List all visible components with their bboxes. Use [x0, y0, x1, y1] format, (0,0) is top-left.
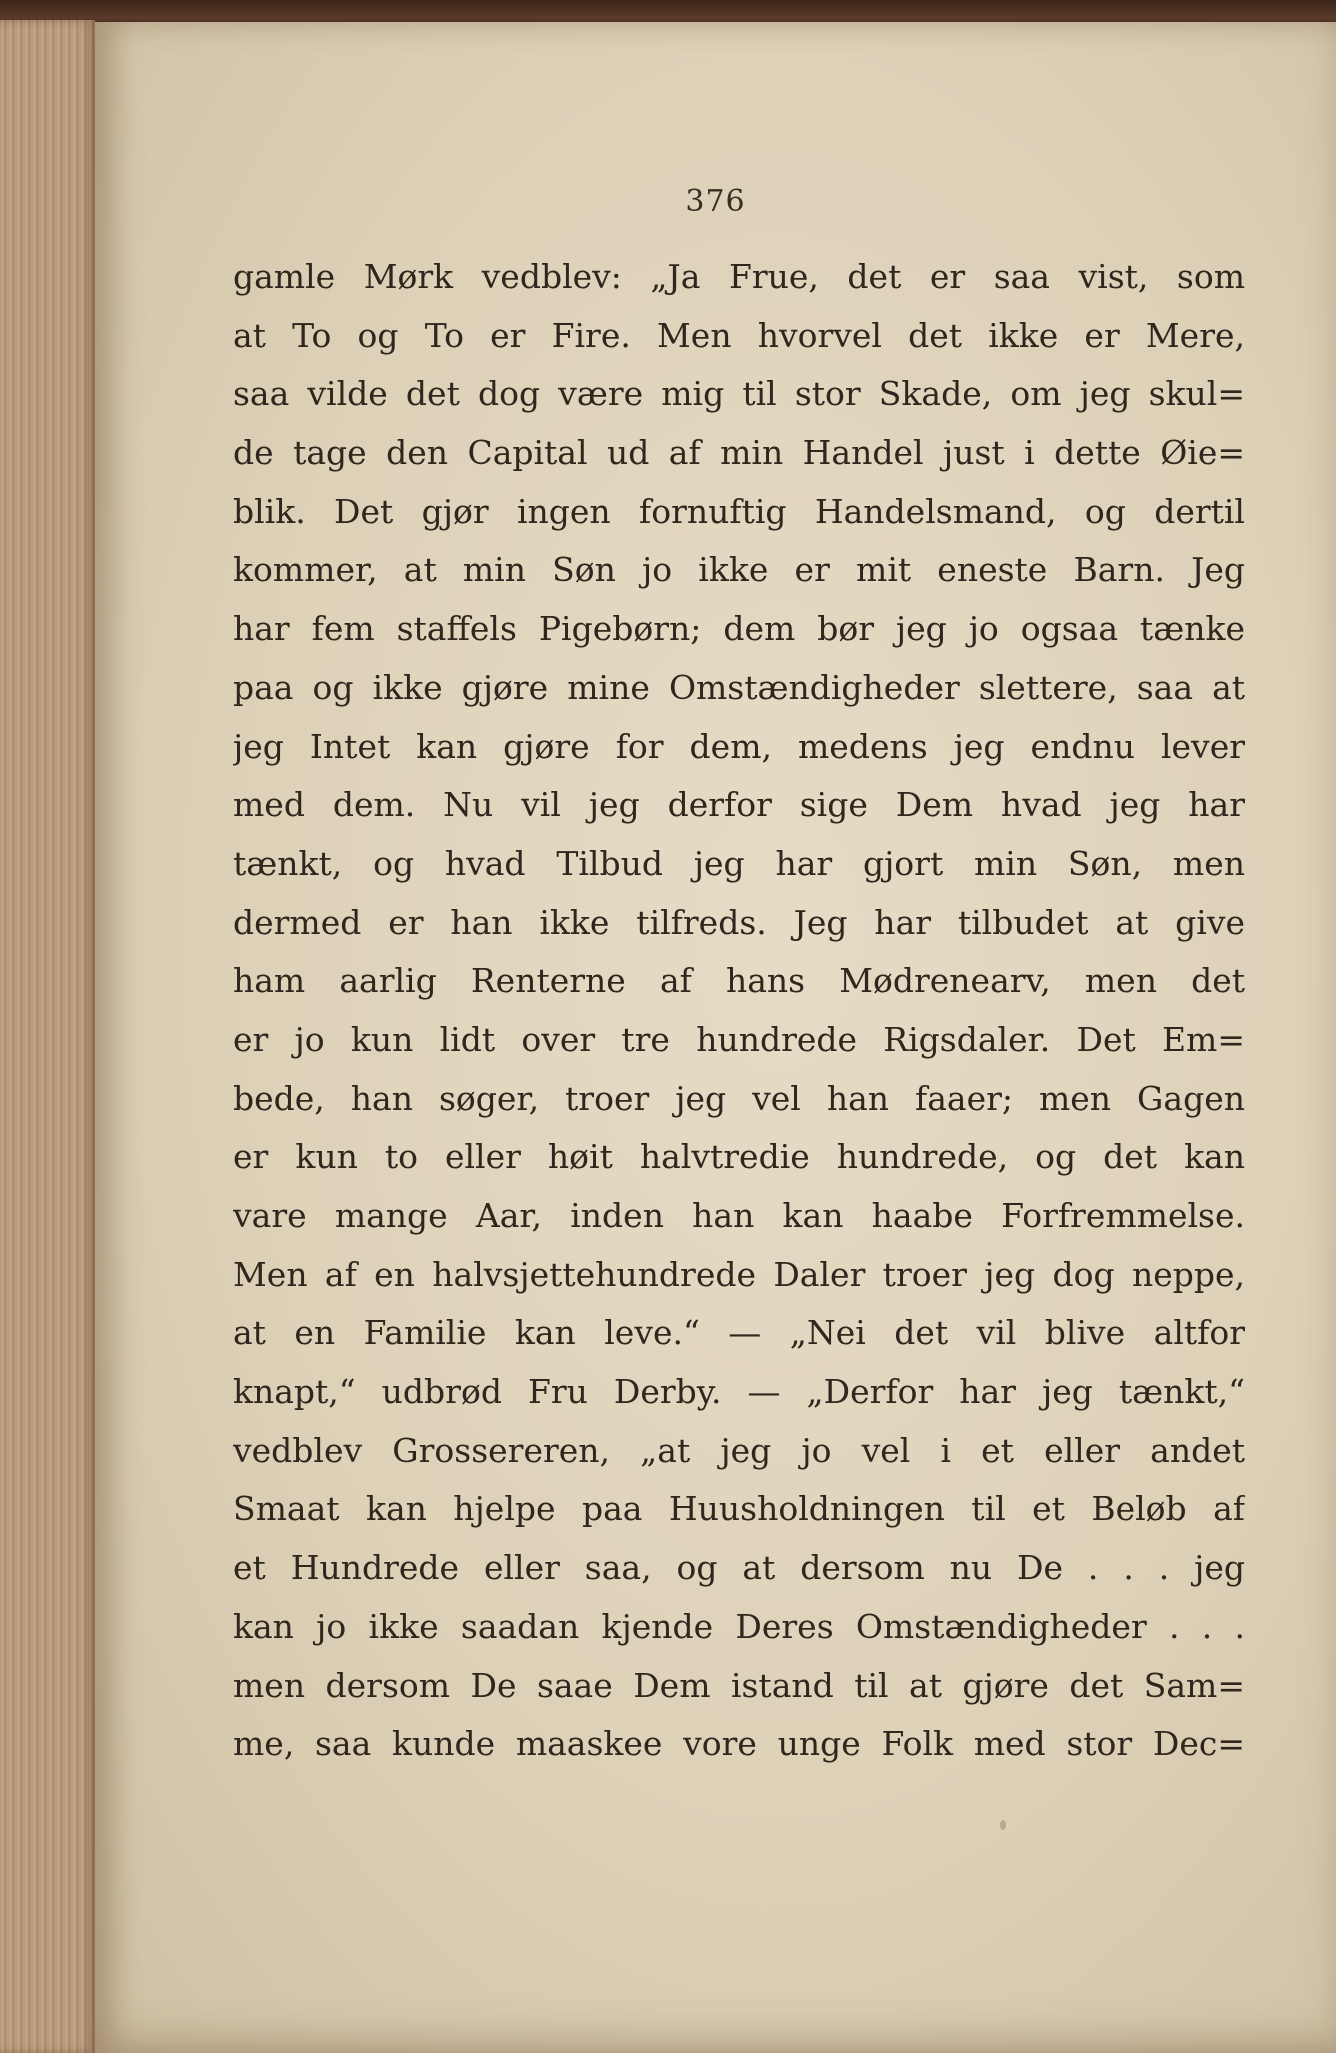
book-page-edges [0, 20, 95, 2053]
text-line: er jo kun lidt over tre hundrede Rigsdaler. Det Em= [233, 1019, 1245, 1059]
text-line: ham aarlig Renterne af hans Mødrenearv, men det [233, 961, 1245, 1001]
text-line: at en Familie kan leve.“ — „Nei det vil blive altfor [233, 1313, 1245, 1353]
text-line: med dem. Nu vil jeg derfor sige Dem hvad jeg har [233, 785, 1245, 825]
text-line: Smaat kan hjelpe paa Huusholdningen til et Beløb af [233, 1489, 1245, 1529]
text-line: vedblev Grossereren, „at jeg jo vel i et eller andet [233, 1430, 1245, 1470]
text-line: et Hundrede eller saa, og at dersom nu De . . . jeg [233, 1548, 1245, 1588]
text-line: blik. Det gjør ingen fornuftig Handelsmand, og dertil [233, 491, 1245, 531]
text-line: de tage den Capital ud af min Handel just i dette Øie= [233, 433, 1245, 473]
text-line: knapt,“ udbrød Fru Derby. — „Derfor har jeg tænkt,“ [233, 1372, 1245, 1412]
text-line: paa og ikke gjøre mine Omstændigheder slettere, saa at [233, 667, 1245, 707]
text-line: men dersom De saae Dem istand til at gjøre det Sam= [233, 1665, 1245, 1705]
text-line: gamle Mørk vedblev: „Ja Frue, det er saa vist, som [233, 257, 1245, 296]
text-line: jeg Intet kan gjøre for dem, medens jeg endnu lever [233, 726, 1245, 766]
paper-blemish [1000, 1820, 1006, 1830]
text-line: dermed er han ikke tilfreds. Jeg har tilbudet at give [233, 902, 1245, 942]
text-line: saa vilde det dog være mig til stor Skade, om jeg skul= [233, 374, 1245, 414]
text-line: me, saa kunde maaskee vore unge Folk med stor Dec= [233, 1724, 1245, 1764]
text-line: har fem staffels Pigebørn; dem bør jeg jo ogsaa tænke [233, 609, 1245, 649]
text-line: er kun to eller høit halvtredie hundrede, og det kan [233, 1137, 1245, 1177]
page-number: 376 [685, 184, 746, 219]
text-line: bede, han søger, troer jeg vel han faaer; men Gagen [233, 1078, 1245, 1118]
text-line: vare mange Aar, inden han kan haabe Forfremmelse. [233, 1196, 1245, 1235]
text-line: at To og To er Fire. Men hvorvel det ikke er Mere, [233, 315, 1245, 355]
text-line: kommer, at min Søn jo ikke er mit eneste Barn. Jeg [233, 550, 1245, 590]
text-line: Men af en halvsjettehundrede Daler troer jeg dog neppe, [233, 1254, 1245, 1294]
body-text [233, 248, 1245, 1774]
text-line: tænkt, og hvad Tilbud jeg har gjort min Søn, men [233, 843, 1245, 883]
text-line: kan jo ikke saadan kjende Deres Omstændigheder . . . [233, 1606, 1245, 1646]
